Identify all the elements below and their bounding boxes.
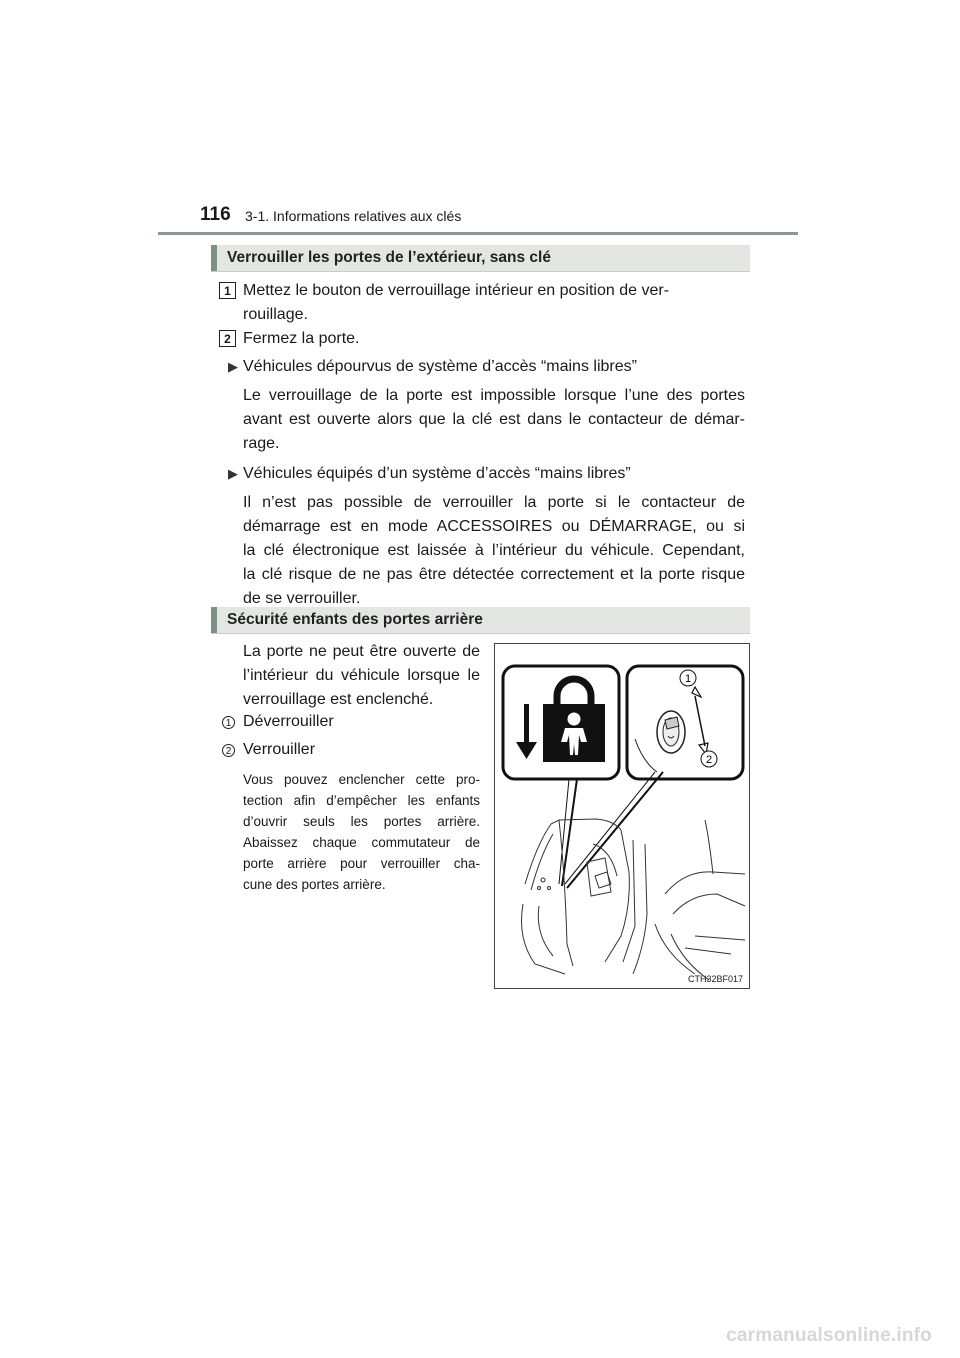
figure-code: CTH32BF017 xyxy=(687,974,743,984)
text-line: Fermez la porte. xyxy=(243,330,360,347)
text-line: avant est ouverte alors que la clé est dans le contacteur de démar- xyxy=(243,411,745,428)
arrow-bullet-icon: ▶ xyxy=(228,359,238,374)
text-line: Il n’est pas possible de verrouiller la porte si le contacteur de xyxy=(243,494,745,511)
step-2-text xyxy=(243,327,745,351)
text-line: la clé électronique est laissée à l’intérieur du véhicule. Cependant, xyxy=(243,542,745,559)
bullet-body xyxy=(243,491,745,611)
text-line: Mettez le bouton de verrouillage intérieur en position de ver- xyxy=(243,282,670,299)
child-lock-switch-inset xyxy=(627,666,743,779)
text-line: Le verrouillage de la porte est impossible lorsque l’une des portes xyxy=(243,387,745,404)
child-lock-symbol-inset xyxy=(503,666,619,779)
child-lock-illustration xyxy=(494,643,750,989)
text-line: démarrage est en mode ACCESSOIRES ou DÉMARRAGE, ou si xyxy=(243,518,745,535)
section-heading-lock-without-key xyxy=(211,245,750,272)
text-line: Vous pouvez enclencher cette pro- xyxy=(243,772,480,787)
footer-watermark: carmanualsonline.info xyxy=(726,1325,932,1346)
item-lock-label: Verrouiller xyxy=(243,741,316,758)
section-heading-child-safety xyxy=(211,607,750,634)
bullet-title: Véhicules dépourvus de système d’accès “mains libres” xyxy=(243,358,637,375)
bullet-body xyxy=(243,384,745,456)
bullet-title: Véhicules équipés d’un système d’accès “mains libres” xyxy=(243,465,631,482)
callout-1: 1 xyxy=(684,673,692,685)
callout-2: 2 xyxy=(705,754,713,766)
item-number-1: 1 xyxy=(222,716,235,729)
text-line: l’intérieur du véhicule lorsque le xyxy=(243,667,480,684)
text-line: Abaissez chaque commutateur de xyxy=(243,835,480,850)
step-badge-2: 2 xyxy=(219,330,236,347)
door-illustration xyxy=(495,644,749,988)
text-line: la clé risque de ne pas être détectée correctement et la porte risque xyxy=(243,566,745,583)
item-number-2: 2 xyxy=(222,744,235,757)
section-title: Verrouiller les portes de l’extérieur, sans clé xyxy=(227,249,551,266)
text-line: tection afin d’empêcher les enfants xyxy=(243,793,480,808)
item-unlock-label: Déverrouiller xyxy=(243,713,334,730)
child-lock-note xyxy=(243,769,480,895)
text-line: de se verrouiller. xyxy=(243,590,361,607)
step-1-text xyxy=(243,279,745,327)
section-title: Sécurité enfants des portes arrière xyxy=(227,611,483,628)
text-line: verrouillage est enclenché. xyxy=(243,691,434,708)
header-divider xyxy=(158,232,798,235)
door-sketch xyxy=(522,819,746,980)
text-line: rage. xyxy=(243,435,280,452)
text-line: d’ouvrir seuls les portes arrière. xyxy=(243,814,480,829)
child-lock-intro xyxy=(243,640,480,712)
chapter-title: 3-1. Informations relatives aux clés xyxy=(245,208,462,224)
text-line: porte arrière pour verrouiller cha- xyxy=(243,856,480,871)
step-badge-1: 1 xyxy=(219,282,236,299)
arrow-bullet-icon: ▶ xyxy=(228,466,238,481)
text-line: La porte ne peut être ouverte de xyxy=(243,643,480,660)
text-line: rouillage. xyxy=(243,306,308,323)
text-line: cune des portes arrière. xyxy=(243,877,386,892)
page-number: 116 xyxy=(200,204,231,225)
